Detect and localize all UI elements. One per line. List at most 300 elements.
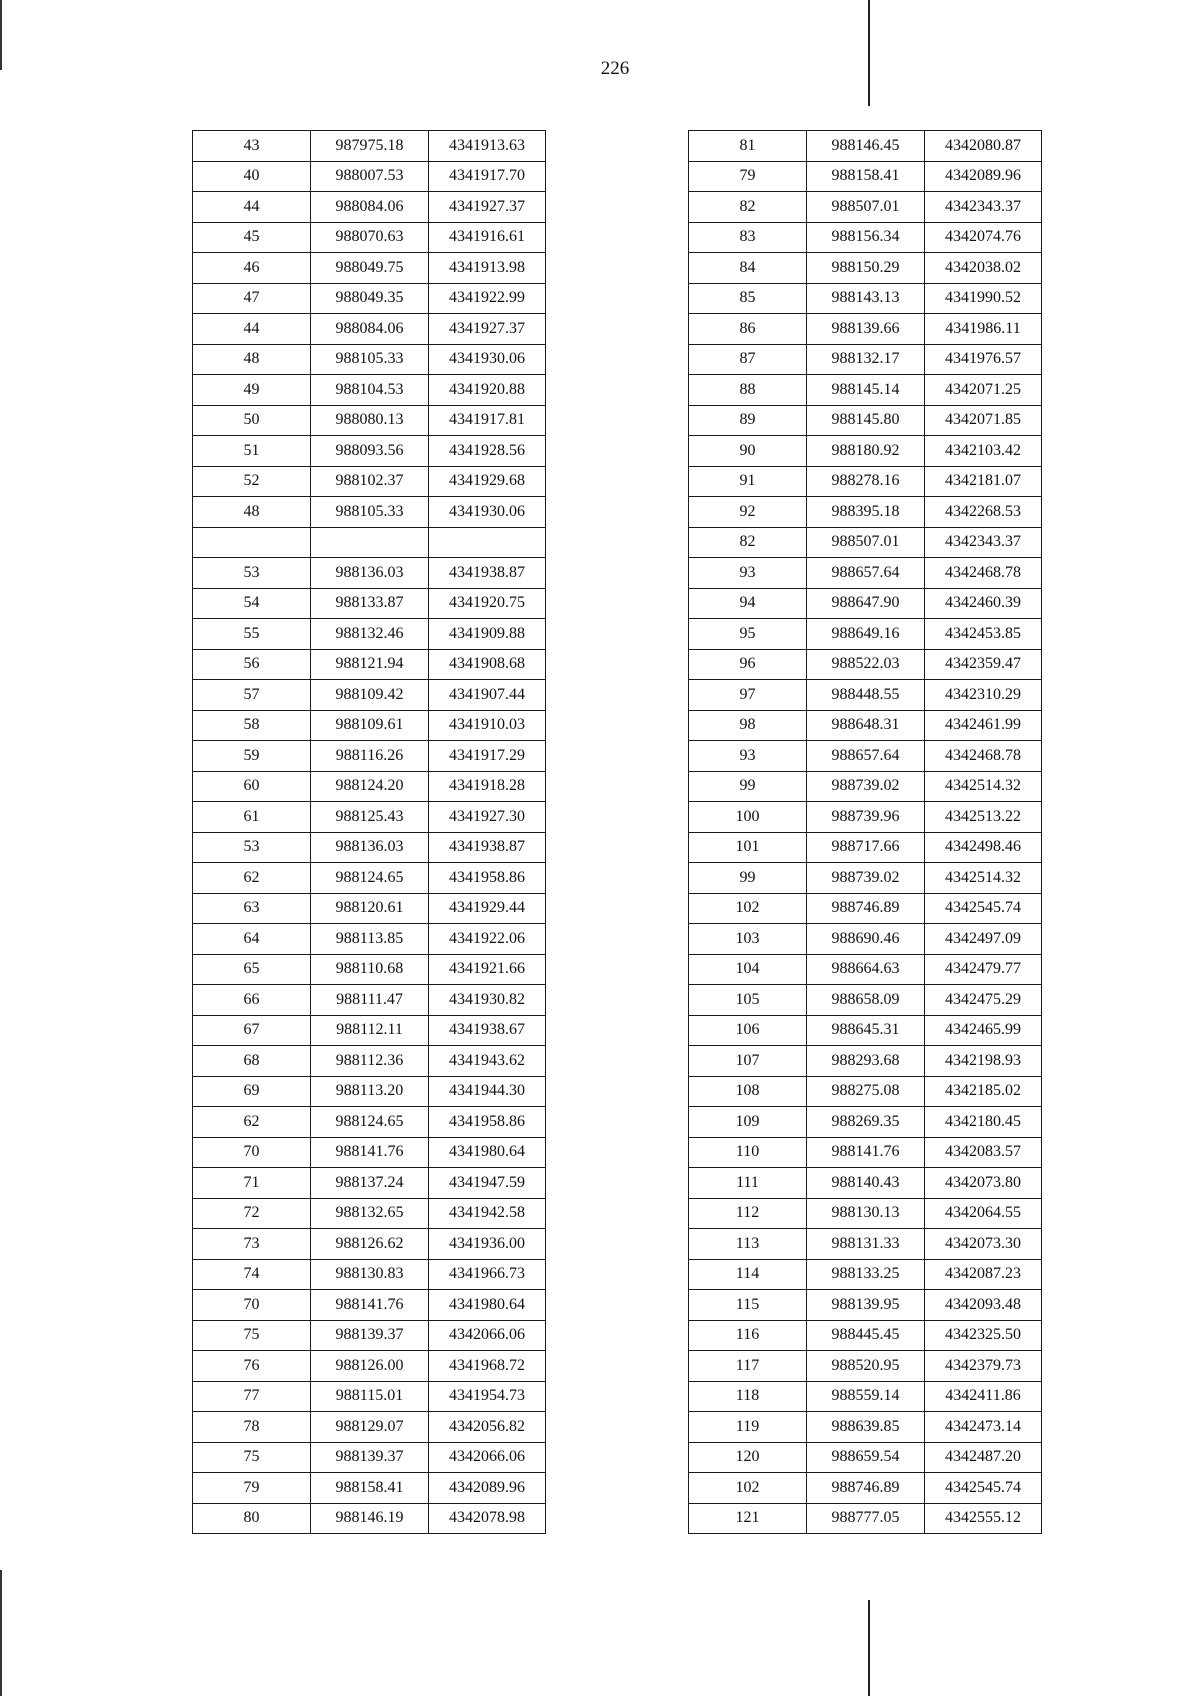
x-coordinate-cell: 988141.76 [311, 1290, 429, 1321]
y-coordinate-cell: 4342089.96 [429, 1473, 546, 1504]
table-row [689, 131, 1042, 162]
point-id-cell: 77 [193, 1381, 311, 1412]
table-row [689, 802, 1042, 833]
table-row [193, 1473, 546, 1504]
y-coordinate-cell: 4341966.73 [429, 1259, 546, 1290]
table-row [689, 344, 1042, 375]
y-coordinate-cell: 4342087.23 [925, 1259, 1042, 1290]
x-coordinate-cell: 988139.37 [311, 1320, 429, 1351]
table-row [689, 375, 1042, 406]
x-coordinate-cell: 988139.66 [807, 314, 925, 345]
table-row [193, 649, 546, 680]
y-coordinate-cell: 4342073.80 [925, 1168, 1042, 1199]
x-coordinate-cell: 988150.29 [807, 253, 925, 284]
table-row [193, 222, 546, 253]
point-id-cell: 112 [689, 1198, 807, 1229]
y-coordinate-cell: 4342468.78 [925, 558, 1042, 589]
table-row [193, 619, 546, 650]
y-coordinate-cell: 4341929.68 [429, 466, 546, 497]
y-coordinate-cell: 4341922.99 [429, 283, 546, 314]
point-id-cell: 61 [193, 802, 311, 833]
table-row [689, 863, 1042, 894]
y-coordinate-cell: 4341958.86 [429, 863, 546, 894]
table-row [689, 1076, 1042, 1107]
scan-left-edge-top [0, 0, 2, 70]
table-row [193, 1046, 546, 1077]
x-coordinate-cell [311, 527, 429, 558]
x-coordinate-cell: 988156.34 [807, 222, 925, 253]
y-coordinate-cell: 4341913.98 [429, 253, 546, 284]
table-row [689, 497, 1042, 528]
y-coordinate-cell [429, 527, 546, 558]
point-id-cell: 102 [689, 893, 807, 924]
point-id-cell: 101 [689, 832, 807, 863]
x-coordinate-cell: 988717.66 [807, 832, 925, 863]
y-coordinate-cell: 4341986.11 [925, 314, 1042, 345]
x-coordinate-cell: 988104.53 [311, 375, 429, 406]
y-coordinate-cell: 4342080.87 [925, 131, 1042, 162]
point-id-cell: 119 [689, 1412, 807, 1443]
point-id-cell: 82 [689, 192, 807, 223]
point-id-cell: 74 [193, 1259, 311, 1290]
y-coordinate-cell: 4341927.37 [429, 192, 546, 223]
x-coordinate-cell: 988395.18 [807, 497, 925, 528]
y-coordinate-cell: 4341917.70 [429, 161, 546, 192]
y-coordinate-cell: 4342056.82 [429, 1412, 546, 1443]
x-coordinate-cell: 988141.76 [807, 1137, 925, 1168]
point-id-cell: 76 [193, 1351, 311, 1382]
table-row [193, 1015, 546, 1046]
point-id-cell: 79 [689, 161, 807, 192]
x-coordinate-cell: 988125.43 [311, 802, 429, 833]
table-row [193, 1412, 546, 1443]
table-row [689, 893, 1042, 924]
table-row [689, 741, 1042, 772]
x-coordinate-cell: 988664.63 [807, 954, 925, 985]
x-coordinate-cell: 988739.02 [807, 863, 925, 894]
y-coordinate-cell: 4342497.09 [925, 924, 1042, 955]
x-coordinate-cell: 988690.46 [807, 924, 925, 955]
x-coordinate-cell: 988130.83 [311, 1259, 429, 1290]
x-coordinate-cell: 988093.56 [311, 436, 429, 467]
point-id-cell: 70 [193, 1137, 311, 1168]
x-coordinate-cell: 988126.62 [311, 1229, 429, 1260]
point-id-cell: 118 [689, 1381, 807, 1412]
x-coordinate-cell: 988275.08 [807, 1076, 925, 1107]
point-id-cell: 55 [193, 619, 311, 650]
y-coordinate-cell: 4341943.62 [429, 1046, 546, 1077]
x-coordinate-cell: 988124.20 [311, 771, 429, 802]
x-coordinate-cell: 988137.24 [311, 1168, 429, 1199]
point-id-cell: 48 [193, 344, 311, 375]
y-coordinate-cell: 4341922.06 [429, 924, 546, 955]
table-row [193, 1198, 546, 1229]
point-id-cell: 120 [689, 1442, 807, 1473]
y-coordinate-cell: 4342074.76 [925, 222, 1042, 253]
x-coordinate-cell: 988112.36 [311, 1046, 429, 1077]
table-row [193, 344, 546, 375]
scan-binding-line-bottom [868, 1600, 870, 1696]
x-coordinate-cell: 988124.65 [311, 863, 429, 894]
x-coordinate-cell: 988133.25 [807, 1259, 925, 1290]
point-id-cell: 88 [689, 375, 807, 406]
y-coordinate-cell: 4341980.64 [429, 1137, 546, 1168]
x-coordinate-cell: 988269.35 [807, 1107, 925, 1138]
point-id-cell: 83 [689, 222, 807, 253]
y-coordinate-cell: 4341942.58 [429, 1198, 546, 1229]
table-row [193, 527, 546, 558]
x-coordinate-cell: 988132.65 [311, 1198, 429, 1229]
x-coordinate-cell: 988145.80 [807, 405, 925, 436]
y-coordinate-cell: 4342461.99 [925, 710, 1042, 741]
x-coordinate-cell: 988133.87 [311, 588, 429, 619]
point-id-cell: 97 [689, 680, 807, 711]
x-coordinate-cell: 988084.06 [311, 314, 429, 345]
table-row [193, 1351, 546, 1382]
x-coordinate-cell: 988130.13 [807, 1198, 925, 1229]
table-row [689, 649, 1042, 680]
point-id-cell: 62 [193, 863, 311, 894]
x-coordinate-cell: 987975.18 [311, 131, 429, 162]
point-id-cell: 44 [193, 192, 311, 223]
point-id-cell: 95 [689, 619, 807, 650]
table-row [193, 466, 546, 497]
y-coordinate-cell: 4342268.53 [925, 497, 1042, 528]
point-id-cell: 57 [193, 680, 311, 711]
x-coordinate-cell: 988112.11 [311, 1015, 429, 1046]
table-row [193, 863, 546, 894]
point-id-cell: 52 [193, 466, 311, 497]
y-coordinate-cell: 4342181.07 [925, 466, 1042, 497]
y-coordinate-cell: 4342078.98 [429, 1503, 546, 1534]
x-coordinate-cell: 988507.01 [807, 527, 925, 558]
table-row [193, 1259, 546, 1290]
y-coordinate-cell: 4341927.37 [429, 314, 546, 345]
table-row [193, 161, 546, 192]
table-row [689, 1229, 1042, 1260]
point-id-cell: 99 [689, 863, 807, 894]
coordinates-table-left [192, 130, 546, 1534]
table-row [193, 436, 546, 467]
table-row [689, 558, 1042, 589]
y-coordinate-cell: 4342411.86 [925, 1381, 1042, 1412]
y-coordinate-cell: 4342103.42 [925, 436, 1042, 467]
x-coordinate-cell: 988105.33 [311, 497, 429, 528]
point-id-cell: 70 [193, 1290, 311, 1321]
point-id-cell: 105 [689, 985, 807, 1016]
point-id-cell: 104 [689, 954, 807, 985]
table-row [689, 1015, 1042, 1046]
y-coordinate-cell: 4342343.37 [925, 192, 1042, 223]
point-id-cell: 60 [193, 771, 311, 802]
x-coordinate-cell: 988111.47 [311, 985, 429, 1016]
page-number: 226 [600, 58, 630, 79]
y-coordinate-cell: 4341909.88 [429, 619, 546, 650]
y-coordinate-cell: 4341990.52 [925, 283, 1042, 314]
point-id-cell: 90 [689, 436, 807, 467]
x-coordinate-cell: 988659.54 [807, 1442, 925, 1473]
table-row [193, 588, 546, 619]
y-coordinate-cell: 4341968.72 [429, 1351, 546, 1382]
table-row [689, 924, 1042, 955]
y-coordinate-cell: 4342066.06 [429, 1442, 546, 1473]
point-id-cell: 116 [689, 1320, 807, 1351]
point-id-cell: 73 [193, 1229, 311, 1260]
point-id-cell: 80 [193, 1503, 311, 1534]
y-coordinate-cell: 4342479.77 [925, 954, 1042, 985]
x-coordinate-cell: 988080.13 [311, 405, 429, 436]
point-id-cell: 51 [193, 436, 311, 467]
table-row [193, 893, 546, 924]
x-coordinate-cell: 988522.03 [807, 649, 925, 680]
x-coordinate-cell: 988136.03 [311, 832, 429, 863]
x-coordinate-cell: 988102.37 [311, 466, 429, 497]
x-coordinate-cell: 988132.17 [807, 344, 925, 375]
point-id-cell: 92 [689, 497, 807, 528]
y-coordinate-cell: 4342498.46 [925, 832, 1042, 863]
point-id-cell: 64 [193, 924, 311, 955]
table-row [689, 954, 1042, 985]
y-coordinate-cell: 4342487.20 [925, 1442, 1042, 1473]
y-coordinate-cell: 4342089.96 [925, 161, 1042, 192]
point-id-cell: 53 [193, 558, 311, 589]
point-id-cell: 44 [193, 314, 311, 345]
y-coordinate-cell: 4341938.87 [429, 832, 546, 863]
x-coordinate-cell: 988049.75 [311, 253, 429, 284]
y-coordinate-cell: 4341913.63 [429, 131, 546, 162]
x-coordinate-cell: 988649.16 [807, 619, 925, 650]
point-id-cell: 79 [193, 1473, 311, 1504]
point-id-cell: 99 [689, 771, 807, 802]
point-id-cell: 109 [689, 1107, 807, 1138]
point-id-cell: 46 [193, 253, 311, 284]
point-id-cell: 87 [689, 344, 807, 375]
x-coordinate-cell: 988109.42 [311, 680, 429, 711]
point-id-cell: 102 [689, 1473, 807, 1504]
y-coordinate-cell: 4342545.74 [925, 1473, 1042, 1504]
x-coordinate-cell: 988158.41 [311, 1473, 429, 1504]
x-coordinate-cell: 988777.05 [807, 1503, 925, 1534]
table-row [193, 253, 546, 284]
table-row [689, 588, 1042, 619]
table-row [689, 1107, 1042, 1138]
x-coordinate-cell: 988113.20 [311, 1076, 429, 1107]
x-coordinate-cell: 988445.45 [807, 1320, 925, 1351]
y-coordinate-cell: 4342514.32 [925, 771, 1042, 802]
table-row [689, 985, 1042, 1016]
y-coordinate-cell: 4342083.57 [925, 1137, 1042, 1168]
y-coordinate-cell: 4342343.37 [925, 527, 1042, 558]
table-row [193, 832, 546, 863]
y-coordinate-cell: 4341929.44 [429, 893, 546, 924]
y-coordinate-cell: 4342066.06 [429, 1320, 546, 1351]
point-id-cell: 78 [193, 1412, 311, 1443]
table-row [193, 985, 546, 1016]
table-row [689, 192, 1042, 223]
point-id-cell: 63 [193, 893, 311, 924]
y-coordinate-cell: 4341907.44 [429, 680, 546, 711]
y-coordinate-cell: 4342180.45 [925, 1107, 1042, 1138]
point-id-cell: 107 [689, 1046, 807, 1077]
table-row [689, 253, 1042, 284]
x-coordinate-cell: 988293.68 [807, 1046, 925, 1077]
x-coordinate-cell: 988139.37 [311, 1442, 429, 1473]
table-row [193, 1503, 546, 1534]
x-coordinate-cell: 988126.00 [311, 1351, 429, 1382]
table-row [193, 680, 546, 711]
x-coordinate-cell: 988158.41 [807, 161, 925, 192]
y-coordinate-cell: 4342379.73 [925, 1351, 1042, 1382]
x-coordinate-cell: 988657.64 [807, 558, 925, 589]
y-coordinate-cell: 4342198.93 [925, 1046, 1042, 1077]
x-coordinate-cell: 988143.13 [807, 283, 925, 314]
point-id-cell: 86 [689, 314, 807, 345]
y-coordinate-cell: 4342064.55 [925, 1198, 1042, 1229]
coordinates-table-left-body [193, 131, 546, 1534]
x-coordinate-cell: 988131.33 [807, 1229, 925, 1260]
y-coordinate-cell: 4342514.32 [925, 863, 1042, 894]
x-coordinate-cell: 988145.14 [807, 375, 925, 406]
x-coordinate-cell: 988648.31 [807, 710, 925, 741]
y-coordinate-cell: 4342453.85 [925, 619, 1042, 650]
point-id-cell: 93 [689, 558, 807, 589]
x-coordinate-cell: 988007.53 [311, 161, 429, 192]
x-coordinate-cell: 988121.94 [311, 649, 429, 680]
table-row [193, 924, 546, 955]
x-coordinate-cell: 988658.09 [807, 985, 925, 1016]
table-row [689, 1320, 1042, 1351]
x-coordinate-cell: 988520.95 [807, 1351, 925, 1382]
table-row [689, 1137, 1042, 1168]
scan-left-edge-bottom [0, 1570, 2, 1696]
point-id-cell: 56 [193, 649, 311, 680]
y-coordinate-cell: 4341954.73 [429, 1381, 546, 1412]
x-coordinate-cell: 988746.89 [807, 893, 925, 924]
y-coordinate-cell: 4341930.82 [429, 985, 546, 1016]
y-coordinate-cell: 4341944.30 [429, 1076, 546, 1107]
table-row [193, 314, 546, 345]
table-row [689, 1442, 1042, 1473]
y-coordinate-cell: 4341921.66 [429, 954, 546, 985]
point-id-cell: 100 [689, 802, 807, 833]
point-id-cell: 45 [193, 222, 311, 253]
y-coordinate-cell: 4342460.39 [925, 588, 1042, 619]
x-coordinate-cell: 988124.65 [311, 1107, 429, 1138]
point-id-cell: 71 [193, 1168, 311, 1199]
table-row [193, 1107, 546, 1138]
table-row [193, 1168, 546, 1199]
table-row [689, 283, 1042, 314]
x-coordinate-cell: 988739.96 [807, 802, 925, 833]
point-id-cell: 110 [689, 1137, 807, 1168]
point-id-cell: 111 [689, 1168, 807, 1199]
point-id-cell: 66 [193, 985, 311, 1016]
x-coordinate-cell: 988116.26 [311, 741, 429, 772]
y-coordinate-cell: 4342513.22 [925, 802, 1042, 833]
table-row [193, 497, 546, 528]
point-id-cell: 75 [193, 1442, 311, 1473]
y-coordinate-cell: 4341938.87 [429, 558, 546, 589]
point-id-cell: 113 [689, 1229, 807, 1260]
y-coordinate-cell: 4342465.99 [925, 1015, 1042, 1046]
scan-binding-line-top [868, 0, 870, 106]
table-row [689, 405, 1042, 436]
table-row [193, 1137, 546, 1168]
point-id-cell: 98 [689, 710, 807, 741]
table-row [689, 161, 1042, 192]
point-id-cell: 81 [689, 131, 807, 162]
x-coordinate-cell: 988739.02 [807, 771, 925, 802]
point-id-cell: 49 [193, 375, 311, 406]
y-coordinate-cell: 4341930.06 [429, 344, 546, 375]
table-row [193, 1320, 546, 1351]
table-row [689, 1503, 1042, 1534]
table-row [193, 1381, 546, 1412]
x-coordinate-cell: 988278.16 [807, 466, 925, 497]
point-id-cell: 65 [193, 954, 311, 985]
x-coordinate-cell: 988115.01 [311, 1381, 429, 1412]
table-row [689, 222, 1042, 253]
point-id-cell: 96 [689, 649, 807, 680]
y-coordinate-cell: 4342071.25 [925, 375, 1042, 406]
x-coordinate-cell: 988136.03 [311, 558, 429, 589]
point-id-cell: 82 [689, 527, 807, 558]
table-row [689, 1473, 1042, 1504]
point-id-cell: 121 [689, 1503, 807, 1534]
y-coordinate-cell: 4342073.30 [925, 1229, 1042, 1260]
table-row [689, 832, 1042, 863]
coordinates-table-right-body [689, 131, 1042, 1534]
table-row [689, 1198, 1042, 1229]
table-row [689, 1259, 1042, 1290]
x-coordinate-cell: 988132.46 [311, 619, 429, 650]
point-id-cell: 62 [193, 1107, 311, 1138]
table-row [193, 1229, 546, 1260]
point-id-cell: 85 [689, 283, 807, 314]
table-row [193, 375, 546, 406]
y-coordinate-cell: 4342545.74 [925, 893, 1042, 924]
y-coordinate-cell: 4341918.28 [429, 771, 546, 802]
table-row [193, 405, 546, 436]
y-coordinate-cell: 4341927.30 [429, 802, 546, 833]
point-id-cell: 58 [193, 710, 311, 741]
x-coordinate-cell: 988507.01 [807, 192, 925, 223]
point-id-cell: 114 [689, 1259, 807, 1290]
y-coordinate-cell: 4341930.06 [429, 497, 546, 528]
table-row [689, 1046, 1042, 1077]
x-coordinate-cell: 988110.68 [311, 954, 429, 985]
table-row [193, 771, 546, 802]
y-coordinate-cell: 4342310.29 [925, 680, 1042, 711]
point-id-cell: 59 [193, 741, 311, 772]
x-coordinate-cell: 988105.33 [311, 344, 429, 375]
point-id-cell: 94 [689, 588, 807, 619]
table-row [689, 436, 1042, 467]
y-coordinate-cell: 4341980.64 [429, 1290, 546, 1321]
table-row [193, 1442, 546, 1473]
x-coordinate-cell: 988139.95 [807, 1290, 925, 1321]
x-coordinate-cell: 988559.14 [807, 1381, 925, 1412]
table-row [689, 527, 1042, 558]
x-coordinate-cell: 988647.90 [807, 588, 925, 619]
table-row [193, 283, 546, 314]
point-id-cell: 68 [193, 1046, 311, 1077]
table-row [689, 771, 1042, 802]
y-coordinate-cell: 4341947.59 [429, 1168, 546, 1199]
point-id-cell [193, 527, 311, 558]
point-id-cell: 53 [193, 832, 311, 863]
point-id-cell: 84 [689, 253, 807, 284]
